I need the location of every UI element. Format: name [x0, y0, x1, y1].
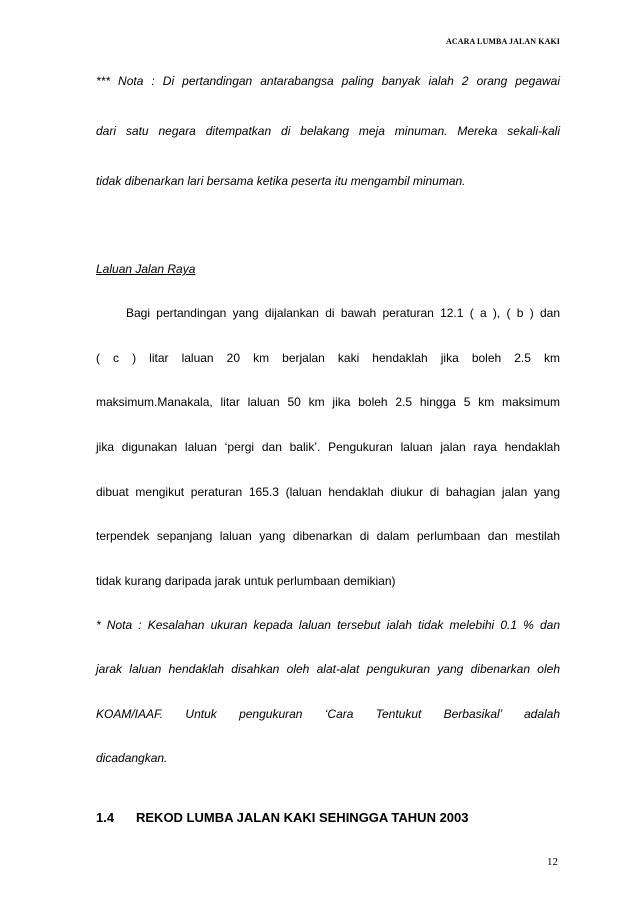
- note2-line-4: dicadangkan.: [96, 751, 168, 765]
- body-line-1: Bagi pertandingan yang dijalankan di bawah peraturan 12.1 ( a ), ( b ) dan: [126, 306, 560, 320]
- section-title: REKOD LUMBA JALAN KAKI SEHINGGA TAHUN 2003: [136, 810, 469, 825]
- running-header: ACARA LUMBA JALAN KAKI: [446, 37, 560, 46]
- note2-line-2: jarak laluan hendaklah disahkan oleh alat-alat pengukuran yang dibenarkan oleh: [96, 662, 560, 676]
- section-heading: [96, 810, 469, 825]
- note1-line-3: tidak dibenarkan lari bersama ketika peserta itu mengambil minuman.: [96, 174, 466, 188]
- section-number: 1.4: [96, 810, 115, 825]
- note2-line-3: KOAM/IAAF. Untuk pengukuran ‘Cara Tentukut Berbasikal’ adalah: [96, 707, 560, 721]
- note1-line-2: dari satu negara ditempatkan di belakang meja minuman. Mereka sekali-kali: [96, 124, 560, 138]
- body-line-3: maksimum.Manakala, litar laluan 50 km jika boleh 2.5 hingga 5 km maksimum: [96, 395, 560, 409]
- body-line-4: jika digunakan laluan ‘pergi dan balik’. Pengukuran laluan jalan raya hendaklah: [96, 440, 560, 454]
- subsection-title: Laluan Jalan Raya: [96, 262, 196, 276]
- body-line-2: ( c ) litar laluan 20 km berjalan kaki hendaklah jika boleh 2.5 km: [96, 351, 560, 365]
- body-line-5: dibuat mengikut peraturan 165.3 (laluan hendaklah diukur di bahagian jalan yang: [96, 485, 560, 499]
- note2-line-1: * Nota : Kesalahan ukuran kepada laluan tersebut ialah tidak melebihi 0.1 % dan: [96, 618, 560, 632]
- body-line-6: terpendek sepanjang laluan yang dibenarkan di dalam perlumbaan dan mestilah: [96, 529, 560, 543]
- subsection-heading: [96, 262, 560, 276]
- page-number: 12: [547, 856, 558, 868]
- note1-line-1: *** Nota : Di pertandingan antarabangsa paling banyak ialah 2 orang pegawai: [96, 74, 560, 88]
- body-line-7: tidak kurang daripada jarak untuk perlumbaan demikian): [96, 574, 396, 588]
